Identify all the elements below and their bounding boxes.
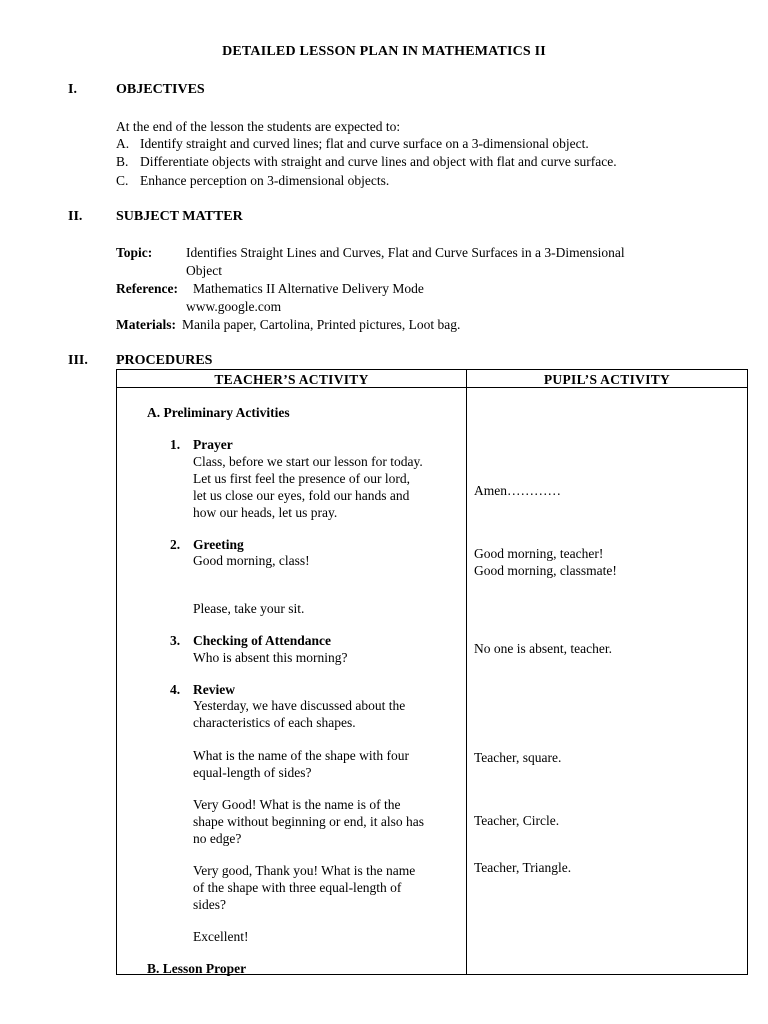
greeting-response: Good morning, classmate! xyxy=(474,563,617,578)
objective-c-text: Enhance perception on 3-dimensional objects. xyxy=(140,173,390,188)
question-3-line: of the shape with three equal-length of xyxy=(193,880,402,895)
attendance-response: No one is absent, teacher. xyxy=(474,641,612,656)
reference-label: Reference: xyxy=(116,281,178,296)
objective-c-letter: C. xyxy=(116,173,129,188)
objective-a-text: Identify straight and curved lines; flat and curve surface on a 3-dimensional object. xyxy=(140,136,589,151)
question-2-line: no edge? xyxy=(193,831,242,846)
question-3-line: sides? xyxy=(193,897,226,912)
excellent-text: Excellent! xyxy=(193,929,249,944)
greeting-response: Good morning, teacher! xyxy=(474,546,604,561)
review-line: Yesterday, we have discussed about the xyxy=(193,698,406,713)
prayer-heading: Prayer xyxy=(193,437,233,452)
procedures-heading: PROCEDURES xyxy=(116,353,213,368)
prayer-response: Amen………… xyxy=(474,483,561,498)
question-2-response: Teacher, Circle. xyxy=(474,813,560,828)
objectives-intro: At the end of the lesson the students are expected to: xyxy=(116,119,401,134)
reference-text-line2: www.google.com xyxy=(186,299,282,314)
review-line: characteristics of each shapes. xyxy=(193,715,356,730)
greeting-text: Good morning, class! xyxy=(193,553,310,568)
topic-text-line1: Identifies Straight Lines and Curves, Flat and Curve Surfaces in a 3-Dimensional xyxy=(186,245,625,260)
question-3-response: Teacher, Triangle. xyxy=(474,860,572,875)
pupil-activity-header: PUPIL’S ACTIVITY xyxy=(543,372,671,387)
question-1-line: equal-length of sides? xyxy=(193,765,312,780)
prayer-line: Class, before we start our lesson for today. xyxy=(193,454,423,469)
objectives-heading: OBJECTIVES xyxy=(116,82,205,97)
teacher-activity-header: TEACHER’S ACTIVITY xyxy=(214,372,369,387)
procedures-number: III. xyxy=(68,353,88,368)
prayer-number: 1. xyxy=(170,437,181,452)
question-1-line: What is the name of the shape with four xyxy=(193,748,409,763)
subject-matter-number: II. xyxy=(68,209,83,224)
objective-a-letter: A. xyxy=(116,136,130,151)
materials-text: Manila paper, Cartolina, Printed pictures, Loot bag. xyxy=(182,317,461,332)
question-1-response: Teacher, square. xyxy=(474,750,562,765)
review-heading: Review xyxy=(193,682,235,697)
section-a-heading: A. Preliminary Activities xyxy=(147,405,290,420)
reference-text-line1: Mathematics II Alternative Delivery Mode xyxy=(193,281,424,296)
section-b-heading: B. Lesson Proper xyxy=(147,961,247,976)
greeting-number: 2. xyxy=(170,537,181,552)
prayer-line: Let us first feel the presence of our lord, xyxy=(193,471,411,486)
objective-b-letter: B. xyxy=(116,154,129,169)
column-divider xyxy=(466,370,467,974)
topic-label: Topic: xyxy=(116,245,153,260)
topic-text-line2: Object xyxy=(186,263,222,278)
greeting-heading: Greeting xyxy=(193,537,244,552)
prayer-line: how our heads, let us pray. xyxy=(193,505,338,520)
materials-label: Materials: xyxy=(116,317,176,332)
review-number: 4. xyxy=(170,682,181,697)
page-title: DETAILED LESSON PLAN IN MATHEMATICS II xyxy=(222,44,546,59)
attendance-number: 3. xyxy=(170,633,181,648)
question-3-line: Very good, Thank you! What is the name xyxy=(193,863,416,878)
question-2-line: Very Good! What is the name is of the xyxy=(193,797,401,812)
subject-matter-heading: SUBJECT MATTER xyxy=(116,209,243,224)
objectives-number: I. xyxy=(68,82,77,97)
attendance-heading: Checking of Attendance xyxy=(193,633,331,648)
prayer-line: let us close our eyes, fold our hands and xyxy=(193,488,410,503)
question-2-line: shape without beginning or end, it also has xyxy=(193,814,424,829)
objective-b-text: Differentiate objects with straight and curve lines and object with flat and curve surface. xyxy=(140,154,617,169)
attendance-text: Who is absent this morning? xyxy=(193,650,348,665)
sit-text: Please, take your sit. xyxy=(193,601,305,616)
